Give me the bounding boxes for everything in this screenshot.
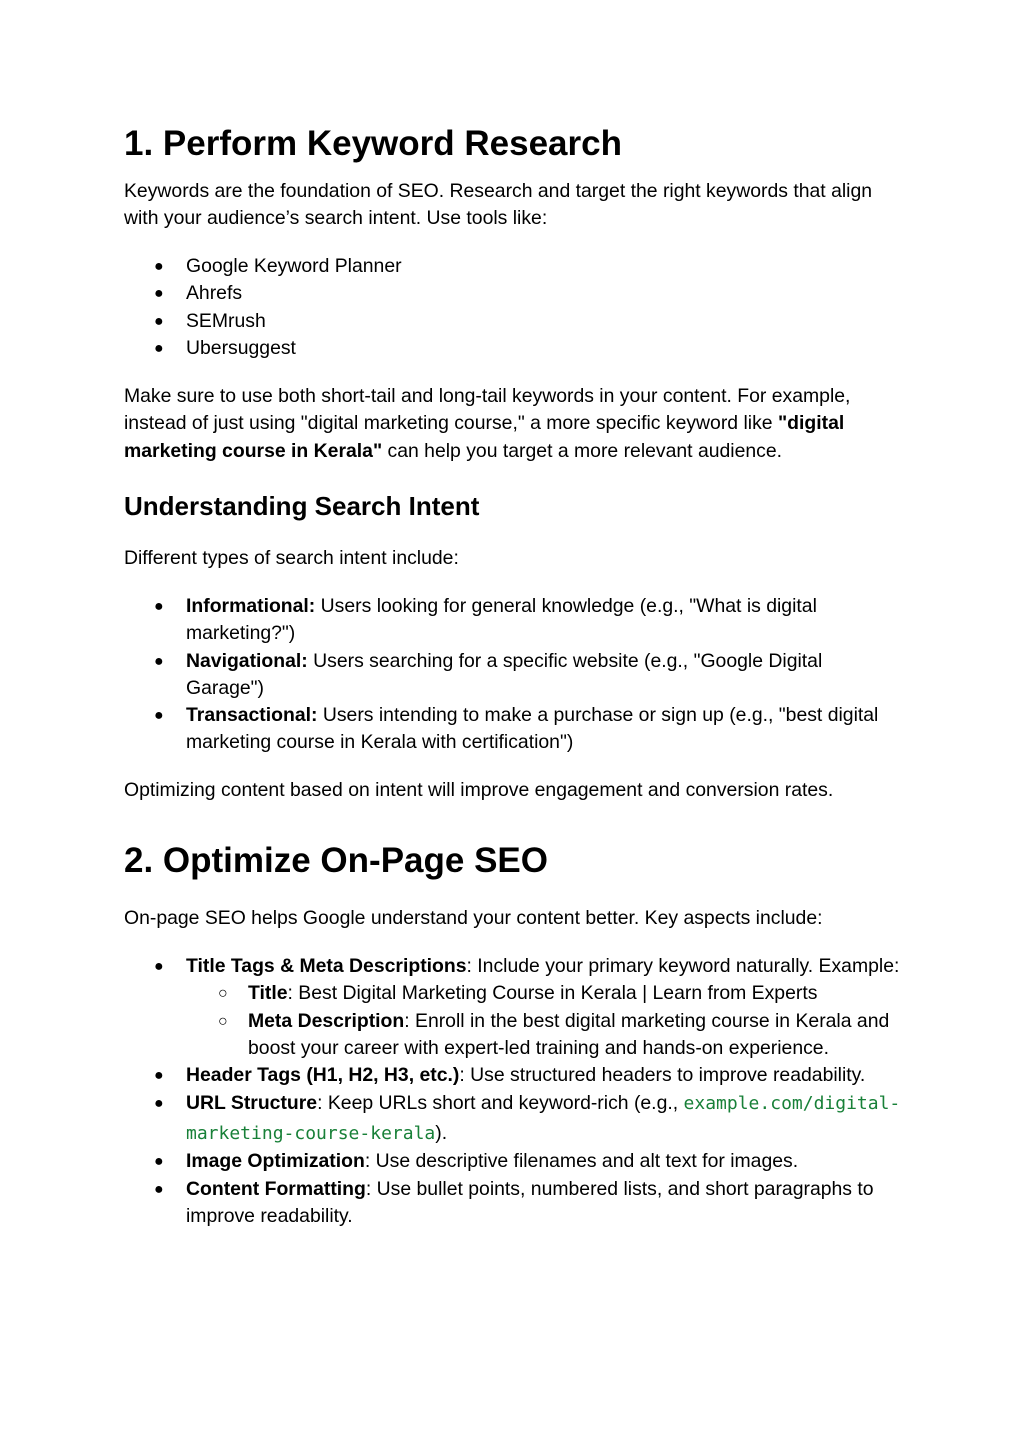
circle-bullet-icon: ○ — [218, 985, 228, 1003]
bullet-icon: ● — [154, 258, 164, 275]
bullet-icon: ● — [154, 1067, 164, 1085]
list-item: ● Transactional: Users intending to make a purchase or sign up (e.g., "best digital marketing course in Kerala with certification") — [154, 704, 879, 754]
bullet-icon: ● — [154, 652, 164, 670]
search-intent-heading: Understanding Search Intent — [124, 491, 480, 521]
bullet-icon: ● — [154, 1095, 164, 1113]
list-item: ● Navigational: Users searching for a specific website (e.g., "Google Digital Garage") — [154, 649, 823, 699]
list-item: ● Image Optimization: Use descriptive filenames and alt text for images. — [124, 1148, 904, 1175]
bullet-icon: ● — [154, 1153, 164, 1171]
list-item: ● Content Formatting: Use bullet points, numbered lists, and short paragraphs to improve readability. — [154, 1177, 874, 1228]
intent-outro: Optimizing content based on intent will improve engagement and conversion rates. — [124, 779, 834, 801]
keyword-example: "digital marketing course in Kerala" — [124, 412, 845, 462]
sub-list-item: ○ Title: Best Digital Marketing Course in Kerala | Learn from Experts — [186, 980, 904, 1007]
list-item: ● Ahrefs — [124, 280, 904, 307]
list-item: ● Header Tags (H1, H2, H3, etc.): Use structured headers to improve readability. — [124, 1062, 904, 1089]
keyword-paragraph: Make sure to use both short-tail and long-tail keywords in your content. For example, instead of just using "digital marketing course," a more specific keyword like "digital marketing course in Kerala" can help you target a more relevant audience. — [124, 385, 851, 462]
bullet-icon: ● — [154, 285, 164, 303]
section-1-heading: 1. Perform Keyword Research — [124, 124, 622, 163]
bullet-icon: ● — [154, 958, 164, 975]
list-item: ● Informational: Users looking for general knowledge (e.g., "What is digital marketing?") — [154, 595, 817, 645]
circle-bullet-icon: ○ — [218, 1012, 228, 1030]
list-item: ● Title Tags & Meta Descriptions: Include your primary keyword naturally. Example: ○ Title: Best Digital Marketing Course in Kerala | Learn from Experts ○ Meta Description: Enroll in the best digital marketing course in Kerala and boost your career with expert-led training and hands-on experience. — [124, 953, 904, 1062]
section-1-intro: Keywords are the foundation of SEO. Research and target the right keywords that align with your audience’s search intent. Use tools like: — [124, 180, 873, 230]
intent-list — [124, 593, 904, 757]
sub-list-item: ○ Meta Description: Enroll in the best digital marketing course in Kerala and boost your career with expert-led training and hands-on experience. — [218, 1009, 890, 1059]
section-2-heading: 2. Optimize On-Page SEO — [124, 841, 548, 880]
on-page-seo-list — [124, 953, 904, 1230]
sub-list — [186, 980, 904, 1062]
url-example: example.com/digital-marketing-course-kerala — [186, 1093, 901, 1144]
list-item: ● Google Keyword Planner — [124, 253, 904, 280]
bullet-icon: ● — [154, 707, 164, 725]
list-item: ● SEMrush — [124, 308, 904, 335]
tools-list — [124, 253, 904, 362]
section-2-intro: On-page SEO helps Google understand your content better. Key aspects include: — [124, 907, 823, 929]
bullet-icon: ● — [154, 339, 164, 357]
list-item: ● Ubersuggest — [124, 335, 904, 362]
bullet-icon: ● — [154, 1180, 164, 1198]
bullet-icon: ● — [154, 598, 164, 615]
intent-intro: Different types of search intent include: — [124, 547, 459, 569]
bullet-icon: ● — [154, 312, 164, 330]
list-item: ● URL Structure: Keep URLs short and keyword-rich (e.g., example.com/digital-marketing-course-kerala). — [124, 1089, 904, 1148]
